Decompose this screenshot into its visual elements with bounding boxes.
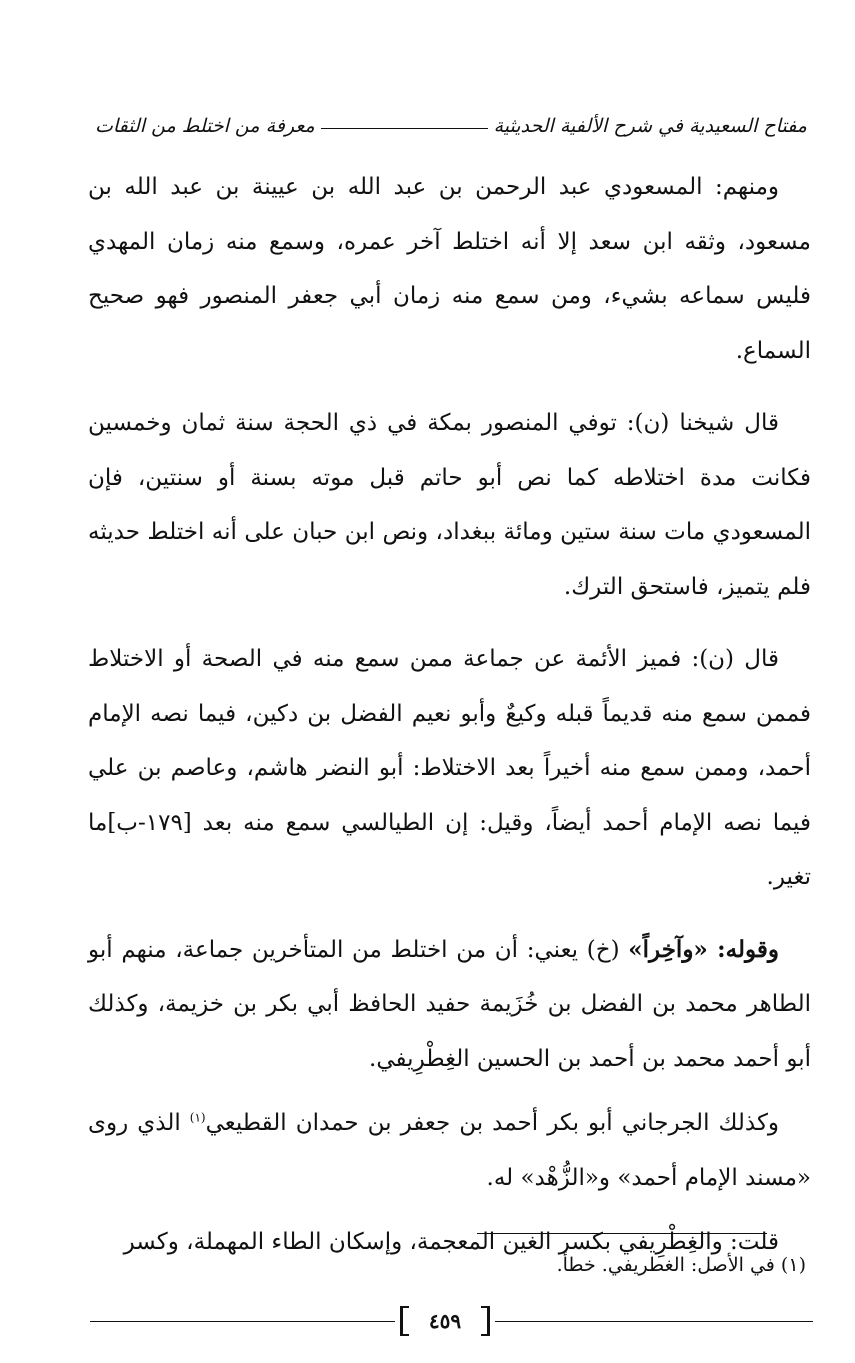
paragraph: قلت: والغِطْرِيفي بكسر الغين المعجمة، وإسكان الطاء المهملة، وكسر (123, 1229, 779, 1255)
footnote: (١) في الأصل: الغطريفي. خطأ. (556, 1254, 806, 1276)
running-header (95, 108, 807, 144)
body-text (88, 160, 811, 1288)
paragraph-lead: وقوله: «وآخِراً» (628, 935, 779, 963)
paragraph: قال (ن): فميز الأئمة عن جماعة ممن سمع منه في الصحة أو الاختلاط فممن سمع منه قديماً قبله وكيعٌ وأبو نعيم الفضل بن دكين، فيما نصه الإمام أحمد، وممن سمع منه أخيراً بعد الاختلاط: أبو النضر هاشم، وعاصم بن علي فيما نصه الإمام أحمد أيضاً، وقيل: إن الطيالسي سمع منه بعد [١٧٩-ب]ما تغير. (88, 646, 811, 890)
paragraph: ومنهم: المسعودي عبد الرحمن بن عبد الله بن عيينة بن عبد الله بن مسعود، وثقه ابن سعد إلا أنه اختلط آخر عمره، وسمع منه زمان المهدي فليس سماعه بشيء، ومن سمع منه زمان أبي جعفر المنصور فهو صحيح السماع. (88, 174, 811, 364)
paragraph: قال شيخنا (ن): توفي المنصور بمكة في ذي الحجة سنة ثمان وخمسين فكانت مدة اختلاطه كما نص أبو حاتم قبل موته بسنة أو سنتين، فإن المسعودي مات سنة ستين ومائة ببغداد، ونص ابن حبان على أنه اختلط حديثه فلم يتميز، فاستحق الترك. (88, 410, 811, 600)
section-title: معرفة من اختلط من الثقات (95, 115, 315, 137)
footnote-separator (477, 1233, 767, 1234)
paragraph-text: (خ) يعني: أن من اختلط من المتأخرين جماعة، منهم أبو الطاهر محمد بن الفضل بن خُزَيمة حفيد الحافظ أبي بكر بن خزيمة، وكذلك أبو أحمد محمد بن أحمد بن الحسين الغِطْرِيفي. (88, 936, 811, 1072)
paragraph-text: وكذلك الجرجاني أبو بكر أحمد بن جعفر بن حمدان القطيعي (205, 1110, 780, 1136)
paragraph (88, 1096, 811, 1205)
paragraph-text: الذي روى «مسند الإمام أحمد» و«الزُّهْد» له. (88, 1110, 811, 1191)
footer-rule-right (495, 1321, 813, 1322)
page-number: ٤٥٩ (400, 1304, 490, 1338)
header-rule (321, 128, 488, 129)
footnote-reference[interactable]: (١) (189, 1110, 206, 1125)
book-title: مفتاح السعيدية في شرح الألفية الحديثية (493, 115, 807, 137)
paragraph (88, 923, 811, 1087)
footer-rule-left (90, 1321, 395, 1322)
